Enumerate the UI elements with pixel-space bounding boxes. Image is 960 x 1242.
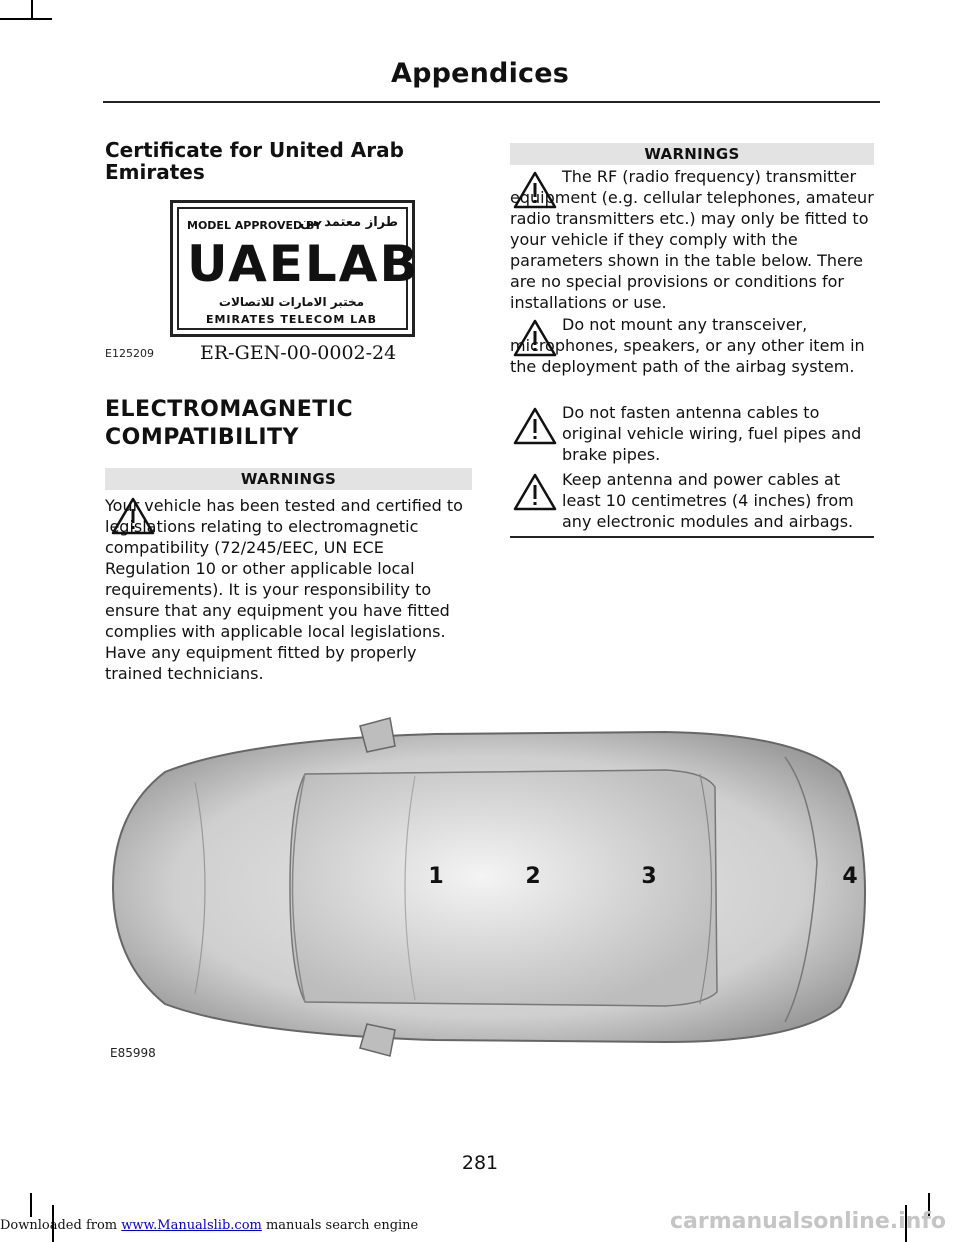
page-number: 281: [461, 1152, 499, 1174]
page-title: Appendices: [390, 58, 570, 89]
callout-3: 3: [641, 864, 657, 889]
figure-code: E125209: [105, 347, 154, 360]
crop-mark: [30, 1193, 32, 1217]
stamp-logo: UAELAB: [187, 235, 420, 293]
antenna-wiring-warning-text: Do not fasten antenna cables to original vehicle wiring, fuel pipes and brake pipes.: [562, 403, 862, 464]
car-top-view-figure: [105, 712, 875, 1062]
emc-warning-body: Your vehicle has been tested and certified to legislations relating to electromagnetic compatibility (72/245/EEC, UN ECE Regulation 10 or other applicable local requirements). It is your responsibility to ensure that any equipment you have fitted complies with applicable local legislations. Have any equipment fitted by properly trained technicians.: [105, 496, 463, 683]
download-footer: [0, 1218, 418, 1233]
watermark: carmanualsonline.info: [670, 1209, 946, 1234]
emc-heading-line-1: ELECTROMAGNETIC: [105, 397, 354, 422]
callout-1: 1: [428, 864, 444, 889]
emc-heading-line-2: COMPATIBILITY: [105, 425, 299, 450]
header-divider: [103, 101, 880, 103]
rf-warning-text: The RF (radio frequency) transmitter equipment (e.g. cellular telephones, amateur radio transmitters etc.) may only be fitted to your vehicle if they comply with the parameters shown in the table below. There are no special provisions or conditions for installations or use.: [510, 167, 874, 312]
crop-mark: [31, 0, 33, 20]
emc-warning-text: [105, 495, 473, 684]
manualslib-link[interactable]: www.Manualslib.com: [121, 1218, 262, 1233]
certificate-number: ER-GEN-00-0002-24: [200, 342, 397, 364]
warnings-bar: WARNINGS: [105, 468, 472, 490]
crop-mark: [0, 18, 52, 20]
footer-prefix: Downloaded from: [0, 1218, 118, 1233]
callout-4: 4: [842, 864, 858, 889]
stamp-approved-by: MODEL APPROVED BY: [187, 219, 322, 232]
cert-heading: Certificate for United Arab Emirates: [105, 138, 404, 184]
stamp-arabic-bottom: مختبر الامارات للاتصالات: [218, 295, 365, 309]
car-figure-code: E85998: [110, 1046, 156, 1060]
uae-lab-stamp: [170, 200, 420, 337]
warnings-bar: WARNINGS: [510, 143, 874, 165]
warnings-end-divider: [510, 536, 874, 538]
antenna-distance-warning-text: Keep antenna and power cables at least 10 centimetres (4 inches) from any electronic modules and airbags.: [562, 470, 854, 531]
footer-suffix: manuals search engine: [265, 1218, 419, 1233]
stamp-bottom-text: EMIRATES TELECOM LAB: [205, 313, 378, 326]
callout-2: 2: [525, 864, 541, 889]
car-illustration: [105, 712, 875, 1062]
airbag-warning-text: Do not mount any transceiver, microphones, speakers, or any other item in the deployment path of the airbag system.: [510, 315, 865, 376]
stamp-arabic-top: طراز معتمد من: [300, 215, 398, 230]
